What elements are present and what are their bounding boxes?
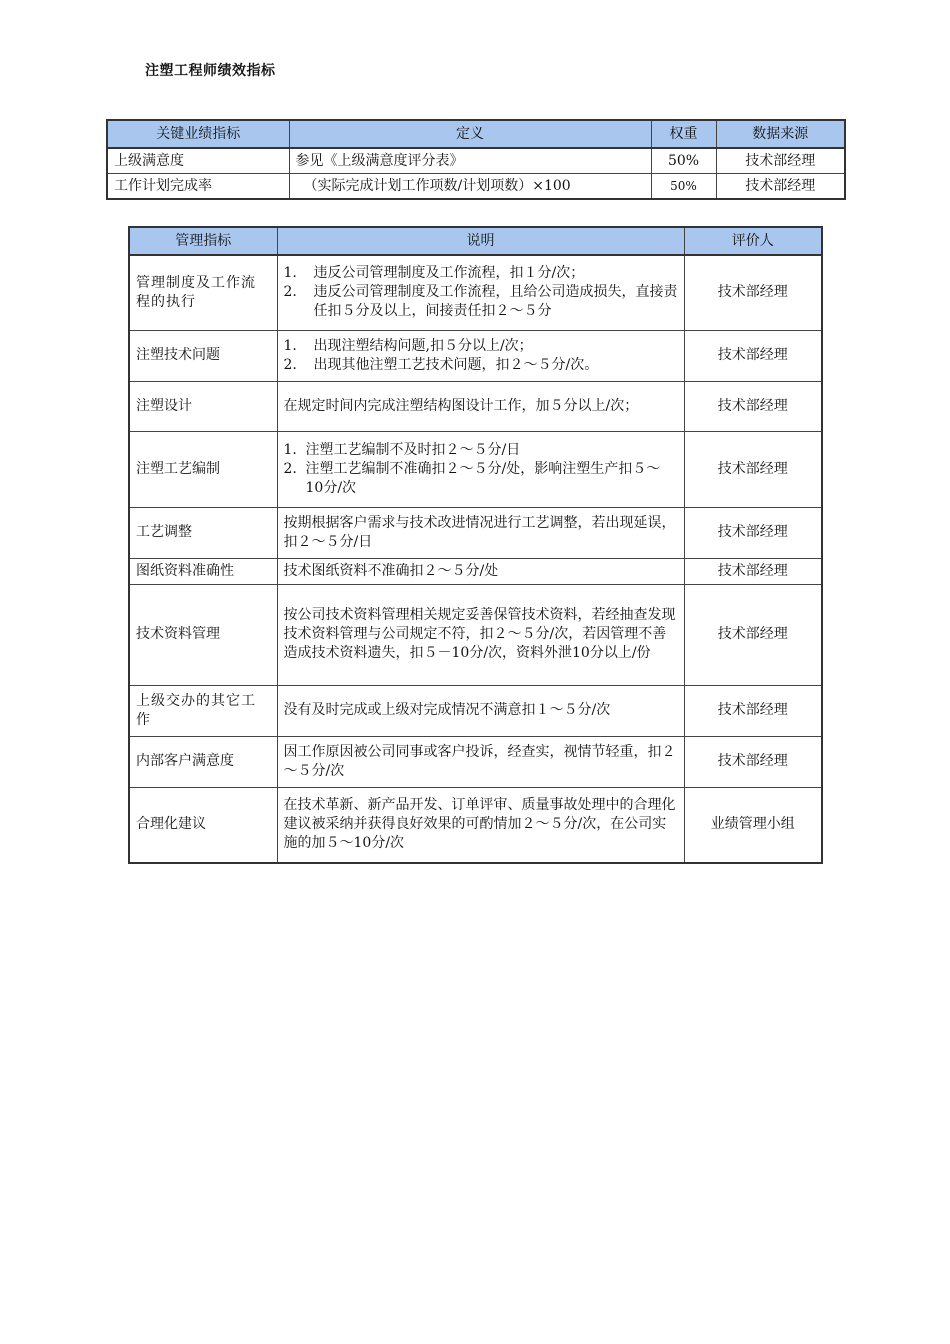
mgmt-description: 技术图纸资料不准确扣２～５分/处 xyxy=(277,558,684,584)
item-number: 1. xyxy=(283,441,297,458)
item-text: 出现注塑结构问题,扣５分以上/次； xyxy=(313,337,533,354)
mgmt-evaluator: 技术部经理 xyxy=(684,507,822,558)
item-number: 1. xyxy=(283,337,297,354)
mgmt-description: 在技术革新、新产品开发、订单评审、质量事故处理中的合理化建议被采纳并获得良好效果的可酌情加２～５分/次，在公司实施的加５～10分/次 xyxy=(277,787,684,863)
mgmt-description: 没有及时完成或上级对完成情况不满意扣１～５分/次 xyxy=(277,685,684,736)
table-row xyxy=(107,174,845,200)
kpi-source: 技术部经理 xyxy=(716,148,845,174)
list-item xyxy=(284,283,678,321)
mgmt-indicator: 注塑设计 xyxy=(129,381,277,431)
mgmt-description xyxy=(277,431,684,507)
mgmt-evaluator: 技术部经理 xyxy=(684,558,822,584)
mgmt-evaluator: 技术部经理 xyxy=(684,736,822,787)
table-row xyxy=(129,736,822,787)
item-text: 出现其他注塑工艺技术问题，扣２～５分/次。 xyxy=(313,356,599,373)
description-list xyxy=(284,264,678,321)
kpi-header-source: 数据来源 xyxy=(716,120,845,148)
item-text: 注塑工艺编制不准确扣２～５分/处，影响注塑生产扣５～10分/次 xyxy=(305,460,661,496)
mgmt-evaluator: 技术部经理 xyxy=(684,381,822,431)
mgmt-header-indicator: 管理指标 xyxy=(129,227,277,255)
kpi-definition: （实际完成计划工作项数/计划项数）×100 xyxy=(289,174,651,200)
mgmt-header-row xyxy=(129,227,822,255)
list-item xyxy=(284,460,678,498)
mgmt-indicator: 图纸资料准确性 xyxy=(129,558,277,584)
item-number: 2. xyxy=(283,284,297,301)
mgmt-indicator: 注塑技术问题 xyxy=(129,330,277,381)
item-text: 注塑工艺编制不及时扣２～５分/日 xyxy=(305,441,521,458)
item-text: 违反公司管理制度及工作流程，扣１分/次； xyxy=(313,265,585,282)
mgmt-indicator: 工艺调整 xyxy=(129,507,277,558)
kpi-weight: 50% xyxy=(651,174,716,200)
mgmt-indicator: 上级交办的其它工作 xyxy=(129,685,277,736)
list-item xyxy=(284,441,678,460)
mgmt-evaluator: 业绩管理小组 xyxy=(684,787,822,863)
kpi-header-row xyxy=(107,120,845,148)
mgmt-description: 按期根据客户需求与技术改进情况进行工艺调整，若出现延误，扣２～５分/日 xyxy=(277,507,684,558)
item-text: 违反公司管理制度及工作流程，且给公司造成损失，直接责任扣５分及以上，间接责任扣２～５分 xyxy=(313,284,678,320)
table-row xyxy=(129,381,822,431)
mgmt-indicator: 注塑工艺编制 xyxy=(129,431,277,507)
mgmt-indicator: 合理化建议 xyxy=(129,787,277,863)
table-row xyxy=(129,685,822,736)
kpi-indicator: 上级满意度 xyxy=(107,148,289,174)
table-row xyxy=(129,255,822,330)
kpi-header-weight: 权重 xyxy=(651,120,716,148)
table-row xyxy=(129,431,822,507)
mgmt-evaluator: 技术部经理 xyxy=(684,685,822,736)
item-number: 1. xyxy=(283,265,297,282)
table-row xyxy=(129,330,822,381)
description-list xyxy=(284,441,678,498)
mgmt-header-evaluator: 评价人 xyxy=(684,227,822,255)
mgmt-evaluator: 技术部经理 xyxy=(684,255,822,330)
list-item xyxy=(284,337,678,356)
mgmt-evaluator: 技术部经理 xyxy=(684,330,822,381)
mgmt-header-description: 说明 xyxy=(277,227,684,255)
mgmt-description: 按公司技术资料管理相关规定妥善保管技术资料，若经抽查发现技术资料管理与公司规定不符，扣２～５分/次，若因管理不善造成技术资料遗失，扣５－10分/次，资料外泄10分以上/份 xyxy=(277,584,684,685)
kpi-table xyxy=(106,119,846,200)
item-number: 2. xyxy=(283,356,297,373)
mgmt-indicator: 技术资料管理 xyxy=(129,584,277,685)
description-list xyxy=(284,337,678,375)
kpi-indicator: 工作计划完成率 xyxy=(107,174,289,200)
kpi-definition: 参见《上级满意度评分表》 xyxy=(289,148,651,174)
mgmt-evaluator: 技术部经理 xyxy=(684,584,822,685)
mgmt-description xyxy=(277,255,684,330)
kpi-header-indicator: 关键业绩指标 xyxy=(107,120,289,148)
mgmt-description: 在规定时间内完成注塑结构图设计工作，加５分以上/次； xyxy=(277,381,684,431)
item-number: 2. xyxy=(283,460,297,477)
kpi-header-definition: 定义 xyxy=(289,120,651,148)
management-table xyxy=(128,226,823,864)
mgmt-indicator: 管理制度及工作流程的执行 xyxy=(129,255,277,330)
table-row xyxy=(107,148,845,174)
mgmt-indicator: 内部客户满意度 xyxy=(129,736,277,787)
table-row xyxy=(129,558,822,584)
table-row xyxy=(129,584,822,685)
list-item xyxy=(284,356,678,375)
mgmt-evaluator: 技术部经理 xyxy=(684,431,822,507)
kpi-source: 技术部经理 xyxy=(716,174,845,200)
kpi-weight: 50% xyxy=(651,148,716,174)
mgmt-description: 因工作原因被公司同事或客户投诉，经查实，视情节轻重，扣２～５分/次 xyxy=(277,736,684,787)
document-title: 注塑工程师绩效指标 xyxy=(145,63,276,79)
table-row xyxy=(129,507,822,558)
table-row xyxy=(129,787,822,863)
list-item xyxy=(284,264,678,283)
mgmt-description xyxy=(277,330,684,381)
